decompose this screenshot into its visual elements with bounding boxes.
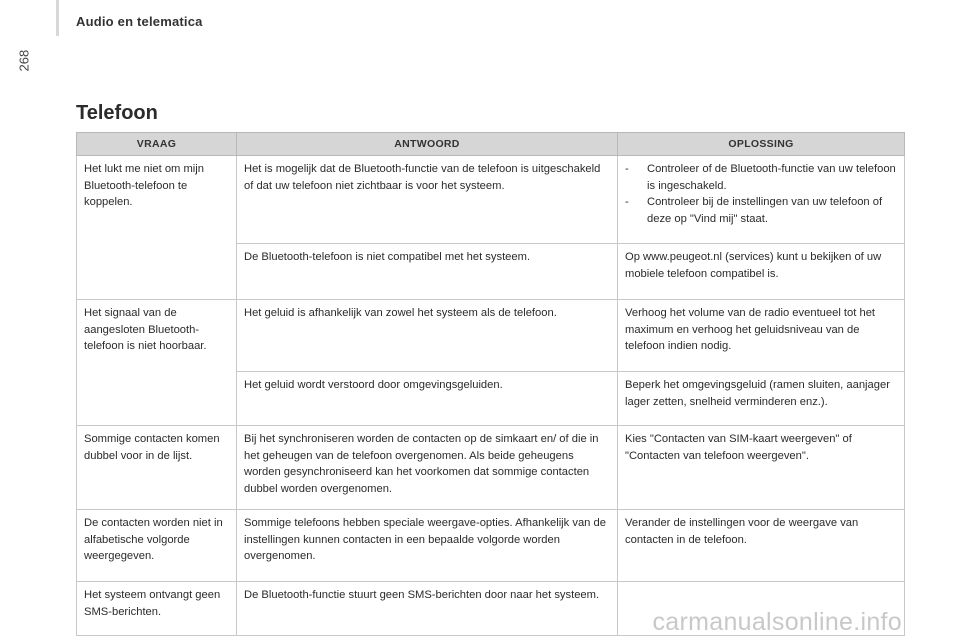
- table-header-row: [77, 133, 905, 156]
- header-accent-bar: [56, 0, 59, 36]
- list-dash: -: [625, 163, 629, 175]
- table-row: [77, 300, 905, 372]
- solution-cell: Verander de instellingen voor de weergave van contacten in de telefoon.: [618, 510, 905, 582]
- question-cell: Het signaal van de aangesloten Bluetooth-telefoon is niet hoorbaar.: [77, 300, 237, 426]
- page-number: 268: [16, 49, 32, 72]
- table-row: [77, 426, 905, 510]
- solution-list-item: [625, 194, 897, 227]
- solution-cell: [618, 156, 905, 244]
- answer-cell: Bij het synchroniseren worden de contacten op de simkaart en/ of die in het geheugen van de telefoon overgenomen. Als beide geheugens worden gesynchroniseerd kan het voorkomen dat sommige contacten dubbel worden overgenomen.: [237, 426, 618, 510]
- solution-cell: Op www.peugeot.nl (services) kunt u bekijken of uw mobiele telefoon compatibel is.: [618, 244, 905, 300]
- answer-cell: Het geluid wordt verstoord door omgevingsgeluiden.: [237, 372, 618, 426]
- solution-text: Controleer of de Bluetooth-functie van uw telefoon is ingeschakeld.: [647, 163, 896, 192]
- answer-cell: Sommige telefoons hebben speciale weergave-opties. Afhankelijk van de instellingen kunnen contacten in een bepaalde volgorde worden overgenomen.: [237, 510, 618, 582]
- troubleshooting-table: [76, 132, 905, 636]
- answer-cell: De Bluetooth-telefoon is niet compatibel met het systeem.: [237, 244, 618, 300]
- answer-cell: De Bluetooth-functie stuurt geen SMS-berichten door naar het systeem.: [237, 582, 618, 636]
- answer-cell: Het is mogelijk dat de Bluetooth-functie van de telefoon is uitgeschakeld of dat uw telefoon niet zichtbaar is voor het systeem.: [237, 156, 618, 244]
- solution-cell: Beperk het omgevingsgeluid (ramen sluiten, aanjager lager zetten, snelheid verminderen enz.).: [618, 372, 905, 426]
- table-row: [77, 510, 905, 582]
- running-header: Audio en telematica: [76, 14, 203, 29]
- watermark: carmanualsonline.info: [652, 608, 902, 636]
- question-cell: De contacten worden niet in alfabetische volgorde weergegeven.: [77, 510, 237, 582]
- solution-list-item: [625, 161, 897, 194]
- column-header-question: VRAAG: [77, 133, 237, 156]
- column-header-solution: OPLOSSING: [618, 133, 905, 156]
- list-dash: -: [625, 196, 629, 208]
- answer-cell: Het geluid is afhankelijk van zowel het systeem als de telefoon.: [237, 300, 618, 372]
- question-cell: Het systeem ontvangt geen SMS-berichten.: [77, 582, 237, 636]
- solution-cell: Verhoog het volume van de radio eventueel tot het maximum en verhoog het geluidsniveau van de telefoon indien nodig.: [618, 300, 905, 372]
- solution-text: Controleer bij de instellingen van uw telefoon of deze op "Vind mij" staat.: [647, 196, 883, 225]
- question-cell: Het lukt me niet om mijn Bluetooth-telefoon te koppelen.: [77, 156, 237, 300]
- column-header-answer: ANTWOORD: [237, 133, 618, 156]
- question-cell: Sommige contacten komen dubbel voor in de lijst.: [77, 426, 237, 510]
- section-title: Telefoon: [76, 102, 158, 124]
- solution-cell: Kies "Contacten van SIM-kaart weergeven" of "Contacten van telefoon weergeven".: [618, 426, 905, 510]
- table-row: [77, 156, 905, 244]
